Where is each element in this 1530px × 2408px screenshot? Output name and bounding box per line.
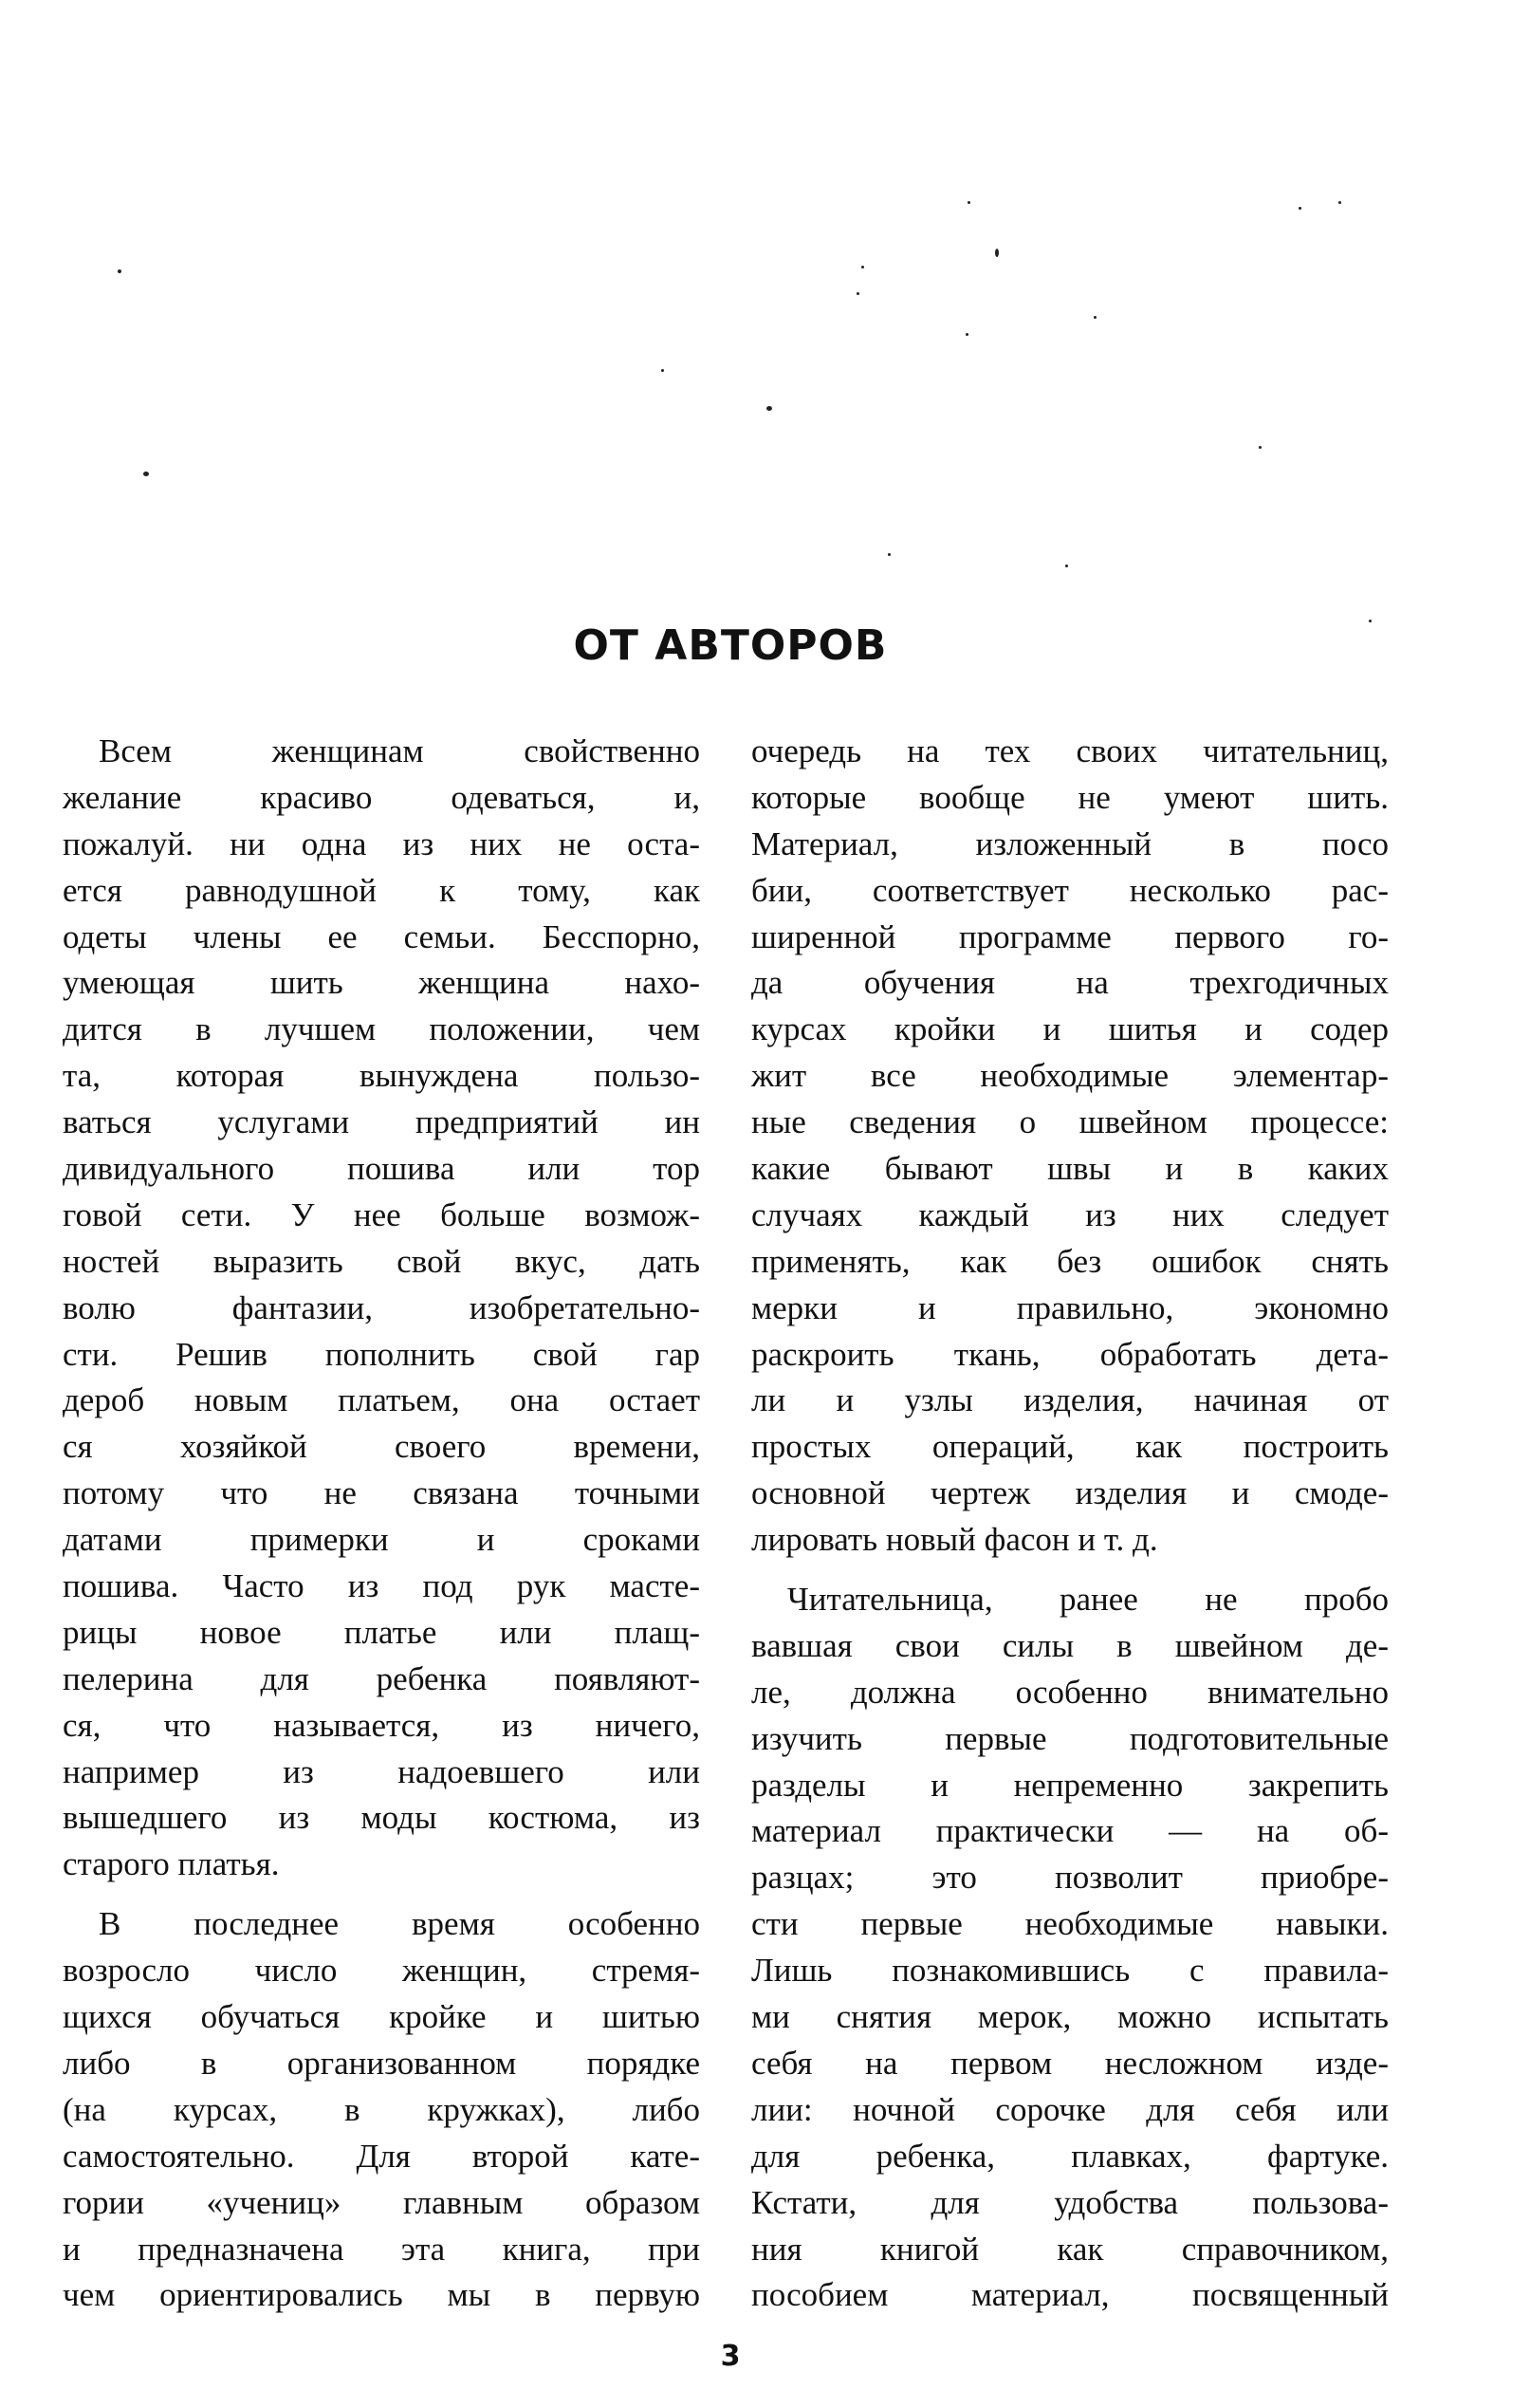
text-line: ширенной программе первого го- <box>751 917 1389 955</box>
text-line: рицы новое платье или плащ- <box>63 1613 700 1651</box>
scan-speck <box>1299 207 1301 210</box>
text-line: сти первые необходимые навыки. <box>751 1905 1389 1943</box>
text-line: мерки и правильно, экономно <box>751 1288 1389 1326</box>
text-line: разделы и непременно закрепить <box>751 1766 1389 1804</box>
text-line: простых операций, как построить <box>751 1428 1389 1466</box>
text-line: ется равнодушной к тому, как <box>63 871 700 909</box>
paragraph <box>63 1901 700 2319</box>
scan-speck <box>1338 201 1341 204</box>
text-line: случаях каждый из них следует <box>751 1195 1389 1233</box>
scan-speck <box>888 553 891 556</box>
text-line: основной чертеж изделия и смоде- <box>751 1474 1389 1512</box>
text-line: Лишь познакомившись с правила- <box>751 1952 1389 1990</box>
text-line: материал практически — на об- <box>751 1812 1389 1850</box>
text-line: ния книгой как справочником, <box>751 2230 1389 2268</box>
text-line: пособием материал, посвященный <box>751 2276 1389 2314</box>
text-line: например из надоевшего или <box>63 1752 700 1790</box>
page-number: 3 <box>720 2340 741 2373</box>
text-line: изучить первые подготовительные <box>751 1719 1389 1757</box>
text-line: ваться услугами предприятий ин <box>63 1103 700 1141</box>
text-line: пошива. Часто из под рук масте- <box>63 1567 700 1605</box>
text-line: ся, что называется, из ничего, <box>63 1706 700 1744</box>
text-line: лии: ночной сорочке для себя или <box>751 2090 1389 2128</box>
text-line: для ребенка, плавках, фартуке. <box>751 2137 1389 2175</box>
text-line: применять, как без ошибок снять <box>751 1242 1389 1280</box>
paragraph <box>63 729 700 1888</box>
text-line: дероб новым платьем, она остает <box>63 1381 700 1419</box>
text-line: волю фантазии, изобретательно- <box>63 1288 700 1326</box>
text-line: вышедшего из моды костюма, из <box>63 1799 700 1837</box>
text-line: себя на первом несложном изде- <box>751 2044 1389 2082</box>
text-line: дивидуального пошива или тор <box>63 1150 700 1188</box>
scan-speck <box>857 292 859 295</box>
text-line: какие бывают швы и в каких <box>751 1150 1389 1188</box>
text-line: ся хозяйкой своего времени, <box>63 1428 700 1466</box>
text-line: В последнее время особенно <box>99 1905 700 1943</box>
text-line: говой сети. У нее больше возмож- <box>63 1195 700 1233</box>
paragraph <box>751 729 1389 1564</box>
scan-speck <box>1259 446 1262 449</box>
scan-speck <box>661 369 664 372</box>
text-line: которые вообще не умеют шить. <box>751 778 1389 816</box>
left-column <box>63 729 700 2319</box>
text-line: лировать новый фасон и т. д. <box>751 1521 1158 1559</box>
text-line: умеющая шить женщина нахо- <box>63 964 700 1002</box>
text-line: ли и узлы изделия, начиная от <box>751 1381 1389 1419</box>
right-column <box>751 729 1389 2319</box>
text-line: либо в организованном порядке <box>63 2044 700 2082</box>
text-line: раскроить ткань, обработать дета- <box>751 1335 1389 1373</box>
text-line: дится в лучшем положении, чем <box>63 1010 700 1048</box>
text-line: Материал, изложенный в посо <box>751 824 1389 862</box>
scan-speck <box>143 472 149 476</box>
text-line: (на курсах, в кружках), либо <box>63 2090 700 2128</box>
page-title: ОТ АВТОРОВ <box>573 621 888 670</box>
text-line: и предназначена эта книга, при <box>63 2230 700 2268</box>
text-line: возросло число женщин, стремя- <box>63 1952 700 1990</box>
text-line: гории «учениц» главным образом <box>63 2183 700 2221</box>
text-line: Читательница, ранее не пробо <box>787 1581 1389 1619</box>
text-line: датами примерки и сроками <box>63 1521 700 1559</box>
text-line: Всем женщинам свойственно <box>99 732 700 769</box>
text-line: жит все необходимые элементар- <box>751 1057 1389 1095</box>
text-line: самостоятельно. Для второй кате- <box>63 2137 700 2175</box>
text-line: ностей выразить свой вкус, дать <box>63 1242 700 1280</box>
scan-speck <box>968 201 970 204</box>
text-line: чем ориентировались мы в первую <box>63 2276 700 2314</box>
text-line: разцах; это позволит приобре- <box>751 1859 1389 1897</box>
text-line: пелерина для ребенка появляют- <box>63 1659 700 1697</box>
scan-speck <box>995 249 999 257</box>
text-line: старого платья. <box>63 1845 280 1883</box>
text-line: Кстати, для удобства пользова- <box>751 2183 1389 2221</box>
text-line: вавшая свои силы в швейном де- <box>751 1626 1389 1664</box>
text-line: та, которая вынуждена пользо- <box>63 1057 700 1095</box>
text-line: очередь на тех своих читательниц, <box>751 732 1389 769</box>
text-line: ле, должна особенно внимательно <box>751 1673 1389 1711</box>
text-line: щихся обучаться кройке и шитью <box>63 1998 700 2036</box>
text-line: ми снятия мерок, можно испытать <box>751 1998 1389 2036</box>
scan-speck <box>966 333 968 336</box>
text-line: сти. Решив пополнить свой гар <box>63 1335 700 1373</box>
scan-speck <box>1094 316 1097 319</box>
text-line: курсах кройки и шитья и содер <box>751 1010 1389 1048</box>
scan-speck <box>861 266 864 269</box>
text-line: ные сведения о швейном процессе: <box>751 1103 1389 1141</box>
text-line: потому что не связана точными <box>63 1474 700 1512</box>
text-line: желание красиво одеваться, и, <box>63 778 700 816</box>
scan-speck <box>118 269 121 273</box>
text-line: да обучения на трехгодичных <box>751 964 1389 1002</box>
text-line: бии, соответствует несколько рас- <box>751 871 1389 909</box>
scan-speck <box>766 406 772 411</box>
text-line: одеты члены ее семьи. Бесспорно, <box>63 917 700 955</box>
text-line: пожалуй. ни одна из них не оста- <box>63 824 700 862</box>
paragraph <box>751 1577 1389 2319</box>
scan-speck <box>1065 565 1068 567</box>
